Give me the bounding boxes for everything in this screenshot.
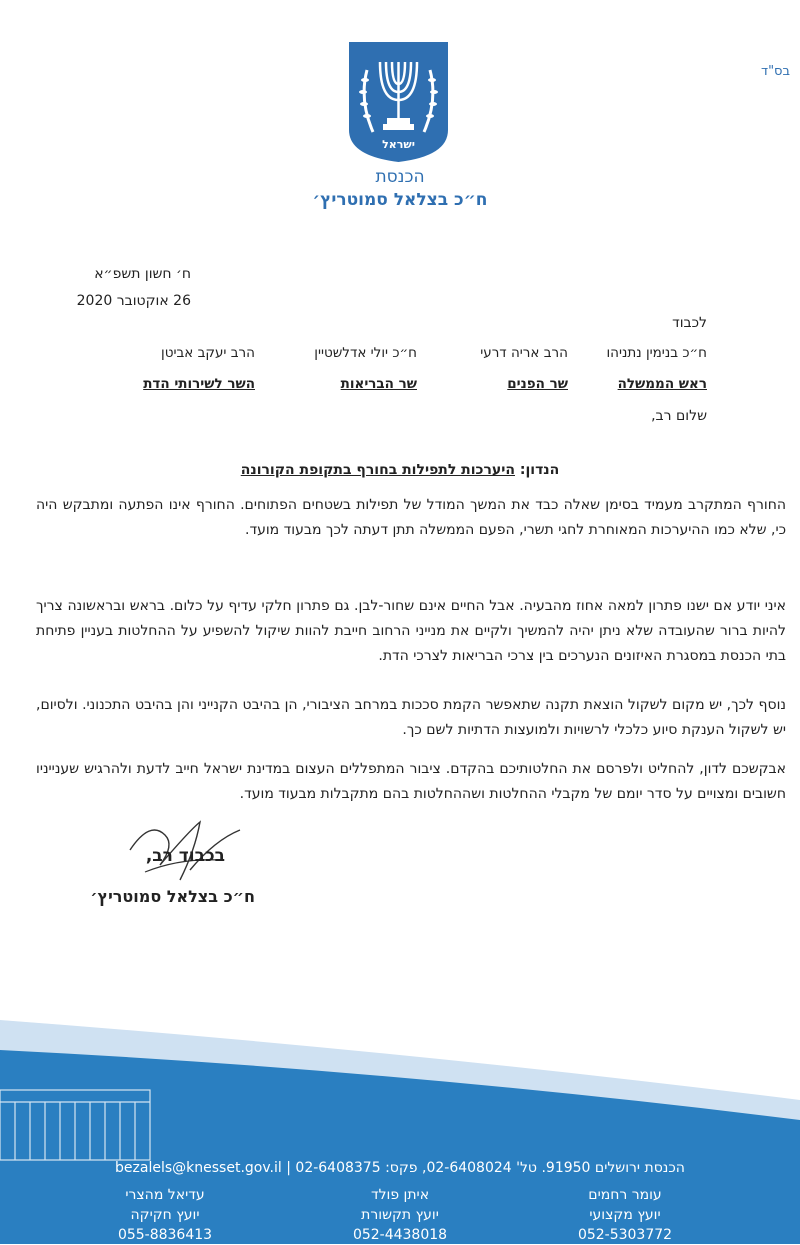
recipient-title: שר הפנים — [507, 376, 568, 392]
recipient-name: הרב יעקב אביטן — [161, 345, 255, 361]
body-paragraph: אבקשכם לדון, להחליט ולפרסם את החלטותיכם בהקדם. ציבור המתפללים העצום במדינת ישראל חייב לדעת ולהרגיש שענייניו חשובים ומצויים על סדר יומם של מקבלי ההחלטות ושההחלטות בהם מתקבלות מבעוד מועד. — [36, 761, 786, 802]
svg-text:ישראל: ישראל — [382, 138, 415, 151]
bsd-mark: בס"ד — [760, 64, 790, 79]
staff-phone: 055-8836413 — [117, 1227, 213, 1243]
recipient-name: ח״כ בנימין נתניהו — [606, 345, 707, 361]
subject-text: היערכות לתפילות בחורף בתקופת הקורונה — [240, 462, 515, 478]
staff-member — [70, 1185, 260, 1245]
staff-member — [305, 1185, 495, 1245]
institution-name: הכנסת — [375, 167, 425, 187]
body-paragraph: החורף המתקרב מעמיד בסימן שאלה כבד את המשך המודל של תפילות בשטחים הפתוחים. החורף אינו הפתעה ומתבקש היה כי, שלא כמו ההיערכות המאוחרת לחגי תשרי, הפעם הממשלה תתן דעתה לכך מבעוד מועד. — [36, 497, 786, 538]
staff-phone: 052-5303772 — [577, 1227, 673, 1243]
staff-role: יועץ חקיקה — [130, 1207, 200, 1223]
gregorian-date: 26 אוקטובר 2020 — [76, 293, 191, 309]
member-name: ח״כ בצלאל סמוטריץ׳ — [312, 190, 488, 210]
footer-contact: הכנסת ירושלים 91950. טל' 02-6408024, פקס: 02-6408375 | bezalels@knesset.gov.il — [115, 1160, 685, 1176]
staff-phone: 052-4438018 — [352, 1227, 448, 1243]
salutation: לכבוד — [672, 315, 707, 331]
greeting: שלום רב, — [651, 408, 707, 424]
staff-role: יועץ תקשורת — [361, 1207, 439, 1223]
recipient-title: השר לשירותי הדת — [143, 376, 255, 392]
closing-regards: בכבוד רב, — [145, 846, 225, 866]
state-emblem-icon — [347, 40, 450, 164]
closing-name: ח״כ בצלאל סמוטריץ׳ — [90, 887, 255, 906]
subject-prefix: הנדון: — [519, 462, 560, 478]
body-paragraph: איני יודע אם ישנו פתרון למאה אחוז מהבעיה. אבל החיים אינם שחור-לבן. גם פתרון חלקי עדיף על כלום. בראש ובראשונה צריך להיות ברור שהעובדה שלא ניתן יהיה להמשיך ולקיים את מנייני הרחוב חייבת להוות שיקול להשפיע על ההחלטות בעניין פתיחת בתי הכנסת במסגרת האיזונים הנערכים בין צרכי הבריאות לצרכי הדת. — [36, 598, 786, 664]
staff-role: יועץ מקצועי — [589, 1207, 661, 1223]
subject-line — [100, 462, 700, 478]
staff-name: איתן פולד — [370, 1187, 430, 1203]
staff-name: עומר רחמים — [588, 1187, 662, 1203]
recipient-title: ראש הממשלה — [617, 376, 707, 392]
hebrew-date: ח׳ חשון תשפ״א — [94, 266, 191, 282]
recipient-name: ח״כ יולי אדלשטיין — [314, 345, 417, 361]
body-paragraph: נוסף לכך, יש מקום לשקול הוצאת תקנה שתאפשר הקמת סככות במרחב הציבורי, הן בהיבט הקנייני והן בהיבט התכנוני. ולסיום, יש לשקול הענקת סיוע כלכלי לרשויות ולמועצות הדתיות לשם כך. — [36, 697, 786, 738]
staff-member — [530, 1185, 720, 1245]
staff-name: עדיאל מהצרי — [125, 1187, 205, 1203]
recipient-name: הרב אריה דרעי — [480, 345, 568, 361]
recipient-title: שר הבריאות — [340, 376, 417, 392]
